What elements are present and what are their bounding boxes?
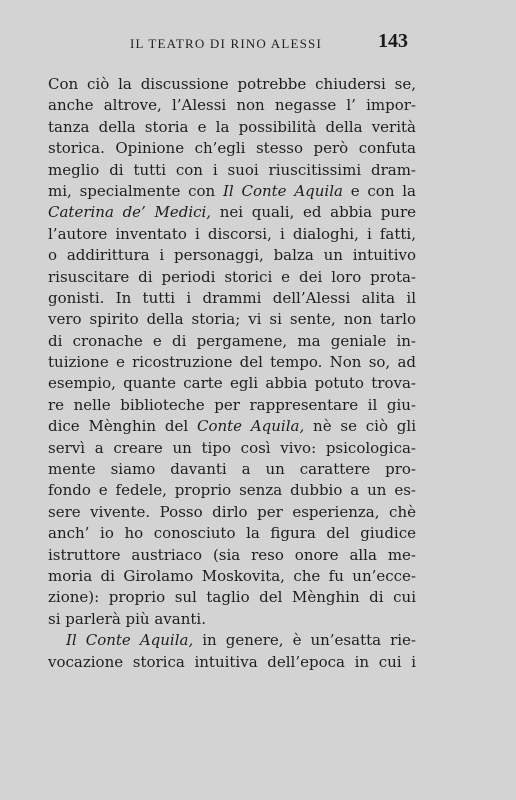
text-segment: anch’ io ho conosciuto la figura del giudice [48, 524, 416, 543]
italic-title-text: Caterina de’ Medici, [48, 203, 212, 222]
text-line [48, 587, 416, 608]
text-line [48, 160, 416, 181]
text-segment: gonisti. In tutti i drammi dell’Alessi alita il [48, 288, 416, 307]
text-segment: tanza della storia e la possibilità della verità [48, 117, 416, 136]
text-line [48, 630, 416, 651]
text-line [48, 267, 416, 288]
text-segment: zione): proprio sul taglio del Mènghin di cui [48, 588, 416, 607]
text-line [48, 416, 416, 437]
running-title: IL TEATRO DI RINO ALESSI [130, 36, 323, 51]
text-line [48, 352, 416, 373]
text-line [48, 459, 416, 480]
text-line [48, 373, 416, 394]
text-segment: vero spirito della storia; vi si sente, non tarlo [48, 310, 416, 329]
text-segment: l’autore inventato i discorsi, i dialoghi, i fatti, [48, 224, 416, 243]
text-segment: dice Mènghin del [48, 417, 197, 436]
text-segment: sere vivente. Posso dirlo per esperienza, chè [48, 502, 416, 521]
text-line [48, 74, 416, 95]
text-line [48, 138, 416, 159]
text-segment: in genere, è un’esatta rie- [193, 631, 416, 650]
text-line [48, 609, 416, 630]
text-line [48, 202, 416, 223]
body-text [48, 74, 416, 673]
text-line [48, 224, 416, 245]
text-segment: di cronache e di pergamene, ma geniale in- [48, 331, 416, 350]
text-segment: fondo e fedele, proprio senza dubbio a un es- [48, 481, 416, 500]
text-segment: storica. Opinione ch’egli stesso però confuta [48, 139, 416, 158]
text-segment: mente siamo davanti a un carattere pro- [48, 460, 416, 479]
text-segment: meglio di tutti con i suoi riuscitissimi dram- [48, 160, 416, 179]
text-segment: mi, specialmente con [48, 181, 223, 200]
text-line [48, 480, 416, 501]
text-segment: nei quali, ed abbia pure [211, 203, 417, 222]
text-segment: o addirittura i personaggi, balza un intuitivo [48, 246, 416, 265]
italic-title-text: Conte Aquila, [196, 417, 305, 436]
text-segment: tuizione e ricostruzione del tempo. Non so, ad [48, 353, 416, 372]
text-line [48, 395, 416, 416]
text-segment: esempio, quante carte egli abbia potuto trova- [48, 374, 416, 393]
text-line [48, 245, 416, 266]
text-segment: Con ciò la discussione potrebbe chiudersi se, [48, 75, 416, 93]
page-number: 143 [378, 30, 408, 52]
text-line [48, 181, 416, 202]
text-segment: re nelle biblioteche per rappresentare il giu- [48, 395, 416, 414]
text-segment: si parlerà più avanti. [48, 609, 206, 628]
text-segment: anche altrove, l’Alessi non negasse l’ impor- [48, 96, 416, 115]
text-line [48, 438, 416, 459]
text-segment: servì a creare un tipo così vivo: psicologica- [48, 438, 416, 457]
text-segment: risuscitare di periodi storici e dei loro prota- [48, 267, 416, 286]
text-line [48, 566, 416, 587]
text-segment: moria di Girolamo Moskovita, che fu un’ecce- [48, 566, 416, 585]
text-line [48, 545, 416, 566]
page-header [0, 30, 516, 58]
text-line [48, 652, 416, 673]
text-segment: e con la [342, 181, 416, 200]
text-line [48, 117, 416, 138]
text-line [48, 502, 416, 523]
text-segment: vocazione storica intuitiva dell’epoca in cui i [48, 652, 416, 671]
text-line [48, 288, 416, 309]
text-segment: istruttore austriaco (sia reso onore alla me- [48, 545, 416, 564]
italic-title-text: Il Conte Aquila [222, 181, 343, 200]
text-line [48, 523, 416, 544]
text-segment: nè se ciò gli [304, 417, 416, 436]
text-line [48, 95, 416, 116]
italic-title-text: Il Conte Aquila, [66, 631, 194, 650]
text-line [48, 331, 416, 352]
text-line [48, 309, 416, 330]
